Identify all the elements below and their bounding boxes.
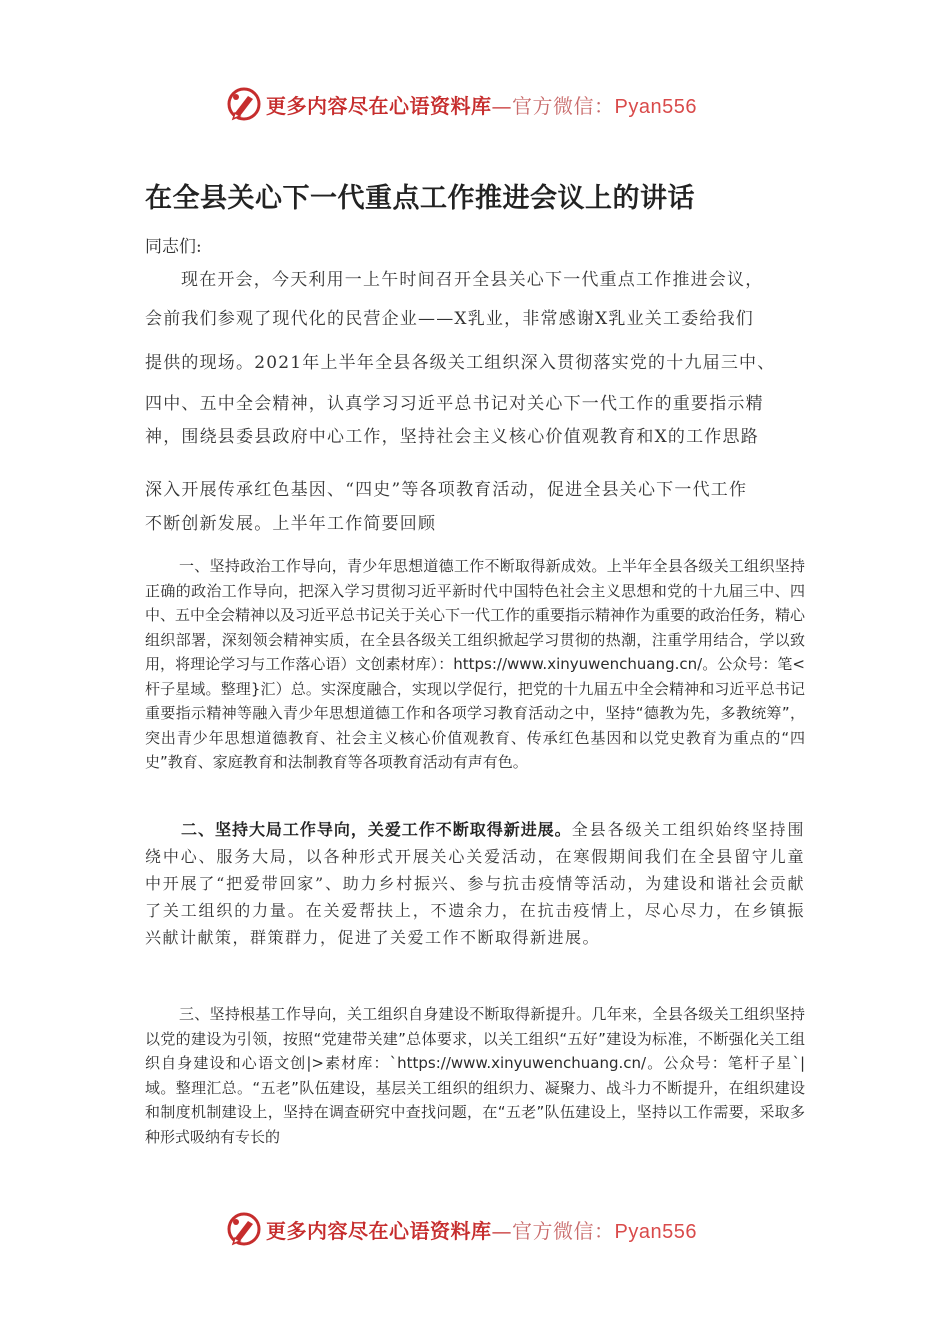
section-3-paragraph: 三、坚持根基工作导向，关工组织自身建设不断取得新提升。几年来，全县各级关工组织坚持以党的建设为引领，按照“党建带关建”总体要求，以关工组织“五好”建设为标准，不断强化关工组织自身建设和心语文创|>素材库：`https://www.xinyuwenchuang.cn/。公众号：笔杆子星`|域。整理汇总。“五老”队伍建设，基层关工组织的组织力、凝聚力、战斗力不断提升，在组织建设和制度机制建设上，坚持在调查研究中查找问题，在“五老”队伍建设上，坚持以工作需要，采取多种形式吸纳有专长的 [145, 1005, 805, 1146]
document-title: 在全县关心下一代重点工作推进会议上的讲话 [145, 183, 695, 214]
banner-main-text: 更多内容尽在心语资料库 [266, 93, 492, 118]
intro-line: 提供的现场。2021年上半年全县各级关工组织深入贯彻落实党的十九届三中、 [145, 353, 776, 373]
greeting: 同志们: [145, 237, 202, 257]
banner-text [266, 90, 697, 119]
banner-sub-text: 官方微信： [512, 93, 615, 118]
banner-dash: — [491, 93, 512, 118]
section-1-paragraph: 一、坚持政治工作导向，青少年思想道德工作不断取得新成效。上半年全县各级关工组织坚持正确的政治工作导向，把深入学习贯彻习近平新时代中国特色社会主义思想和党的十九届三中、四中、五中全会精神以及习近平总书记关于关心下一代工作的重要指示精神作为重要的政治任务，精心组织部署，深刻领会精神实质，在全县各级关工组织掀起学习贯彻的热潮，注重学用结合，学以致用，将理论学习与工作落心语）文创素材库）：https://www.xinyuwenchuang.cn/。公众号：笔<杆子星域。整理}汇）总。实深度融合，实现以学促行，把党的十九届五中全会精神和习近平总书记重要指示精神等融入青少年思想道德工作和各项学习教育活动之中，坚持“德教为先，多教统筹”，突出青少年思想道德教育、社会主义核心价值观教育、传承红色基因和以党史教育为重点的“四史”教育、家庭教育和法制教育等各项教育活动有声有色。 [145, 557, 806, 771]
section-2-heading: 二、坚持大局工作导向，关爱工作不断取得新进展。 [181, 820, 572, 839]
intro-line: 不断创新发展。上半年工作简要回顾 [145, 514, 437, 534]
section-2-body: 全县各级关工组织始终坚持围绕中心、服务大局，以各种形式开展关心关爱活动，在寒假期间我们在全县留守儿童中开展了“把爱带回家”、助力乡村振兴、参与抗击疫情等活动，为建设和谐社会贡献了关工组织的力量。在关爱帮扶上，不遗余力，在抗击疫情上，尽心尽力，在乡镇振兴献计献策，群策群力，促进了关爱工作不断取得新进展。 [145, 820, 805, 947]
section-2-paragraph [145, 816, 805, 951]
intro-line: 深入开展传承红色基因、“四史”等各项教育活动，促进全县关心下一代工作 [145, 480, 748, 500]
banner-sub-text: 官方微信： [512, 1218, 615, 1243]
intro-line: 神，围绕县委县政府中心工作，坚持社会主义核心价值观教育和X的工作思路 [145, 427, 759, 447]
pen-circle-logo-icon [226, 1211, 262, 1247]
banner-main-text: 更多内容尽在心语资料库 [266, 1218, 492, 1243]
header-banner [226, 86, 746, 122]
banner-dash: — [491, 1218, 512, 1243]
banner-text [266, 1215, 697, 1244]
banner-wechat-id: Pyan556 [614, 1220, 697, 1243]
footer-banner [226, 1211, 746, 1247]
intro-line: 四中、五中全会精神，认真学习习近平总书记对关心下一代工作的重要指示精 [145, 394, 764, 414]
banner-wechat-id: Pyan556 [614, 95, 697, 118]
intro-paragraph [145, 264, 805, 539]
pen-circle-logo-icon [226, 86, 262, 122]
intro-line: 现在开会，今天利用一上午时间召开全县关心下一代重点工作推进会议， [181, 270, 764, 290]
intro-line: 会前我们参观了现代化的民营企业——X乳业，非常感谢X乳业关工委给我们 [145, 309, 755, 329]
